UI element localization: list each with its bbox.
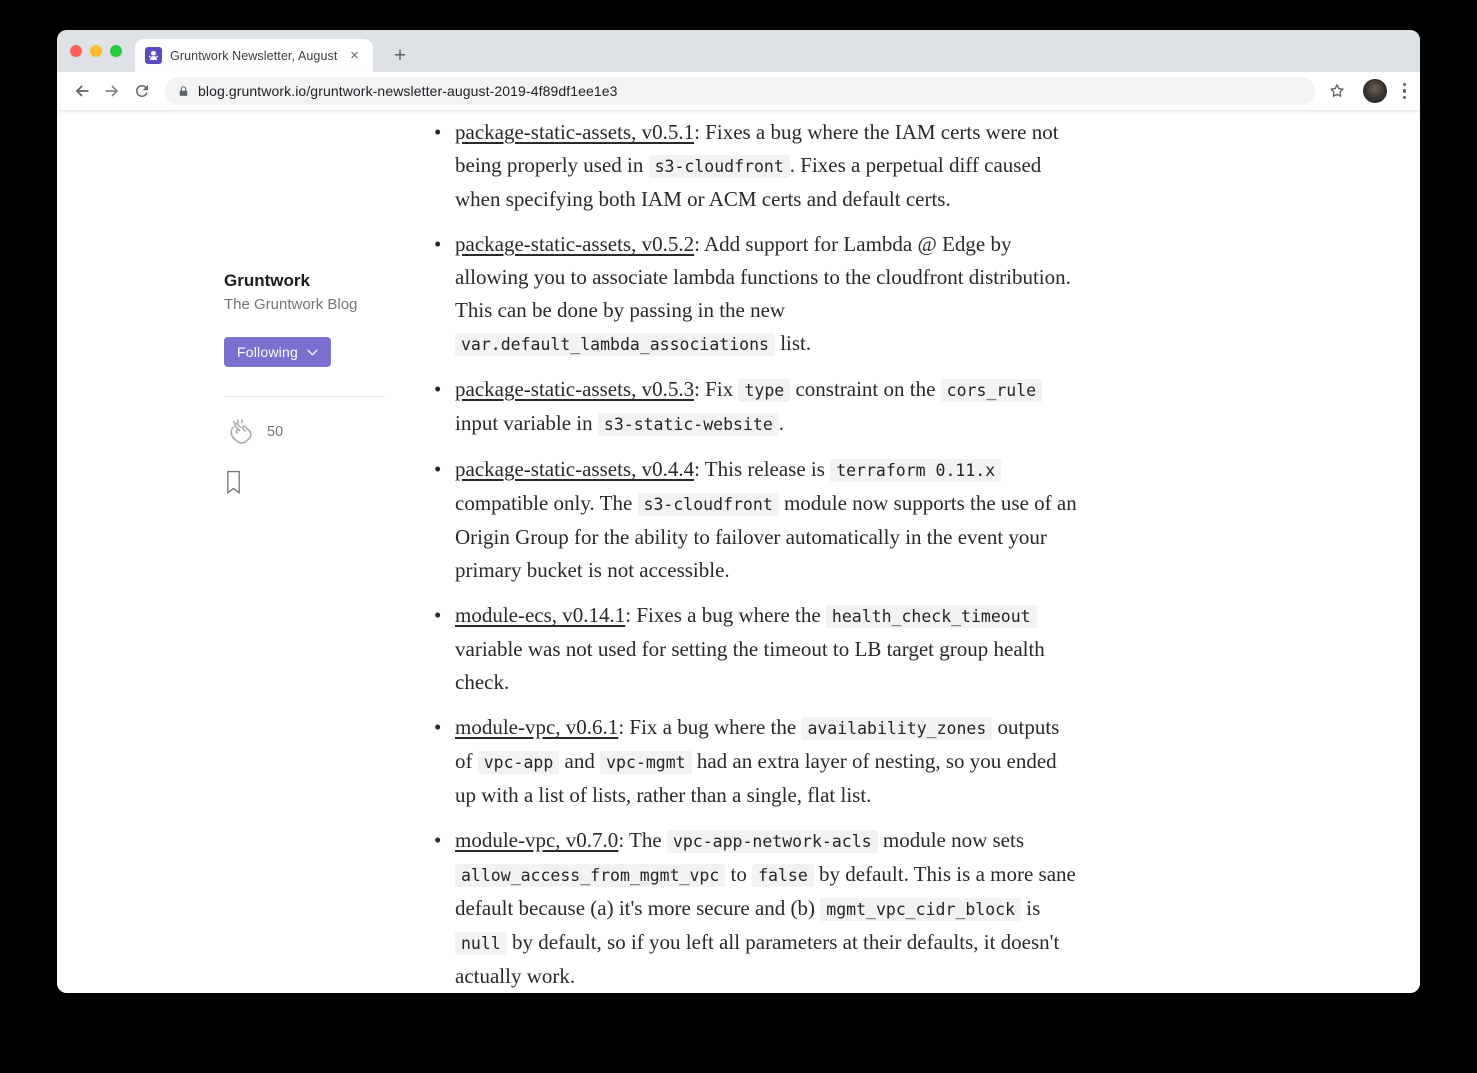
inline-code: cors_rule <box>941 379 1042 402</box>
release-item-text <box>455 457 1077 582</box>
text-run: . Fixes a perpetual diff caused when specifying both IAM or ACM certs and default certs. <box>455 153 1042 211</box>
text-run: compatible only. The <box>455 491 638 515</box>
release-link[interactable]: package-static-assets, v0.5.3 <box>455 377 695 401</box>
text-run: by default, so if you left all parameters at their defaults, it doesn't actually work. <box>455 930 1060 988</box>
inline-code: type <box>738 379 790 402</box>
publication-sidebar <box>224 271 386 495</box>
traffic-light-close[interactable] <box>70 45 82 57</box>
sidebar-divider <box>225 396 385 397</box>
text-run: outputs of <box>455 715 1060 773</box>
publication-subtitle: The Gruntwork Blog <box>224 296 358 313</box>
inline-code: null <box>455 932 507 955</box>
tab-title: Gruntwork Newsletter, August <box>170 48 338 63</box>
text-run: : This release is <box>694 457 831 481</box>
release-list-item <box>428 453 1080 587</box>
profile-avatar[interactable] <box>1363 79 1387 103</box>
inline-code: s3-cloudfront <box>649 155 790 178</box>
release-list-item <box>428 373 1080 441</box>
text-run: had an extra layer of nesting, so you ended up with a list of lists, rather than a single, flat list. <box>455 749 1057 807</box>
text-run: : Add support for Lambda @ Edge by allowing you to associate lambda functions to the cloudfront distribution. This can be done by passing in the new <box>455 232 1071 322</box>
release-item-text <box>455 603 1045 694</box>
text-run: : Fixes a bug where the <box>625 603 826 627</box>
new-tab-button[interactable]: + <box>393 44 407 67</box>
lock-icon[interactable] <box>177 85 190 98</box>
gruntwork-favicon-icon <box>145 47 162 64</box>
window-controls <box>70 45 122 57</box>
bookmark-icon[interactable] <box>224 470 386 495</box>
release-link[interactable]: module-ecs, v0.14.1 <box>455 603 626 627</box>
inline-code: vpc-app <box>478 751 560 774</box>
traffic-light-zoom[interactable] <box>110 45 122 57</box>
menu-icon[interactable] <box>1403 83 1407 100</box>
release-link[interactable]: module-vpc, v0.6.1 <box>455 715 619 739</box>
text-run: constraint on the <box>790 377 941 401</box>
inline-code: mgmt_vpc_cidr_block <box>820 898 1021 921</box>
traffic-light-minimize[interactable] <box>90 45 102 57</box>
text-run: : The <box>618 828 667 852</box>
inline-code: s3-static-website <box>598 413 779 436</box>
text-run: variable was not used for setting the timeout to LB target group health check. <box>455 637 1045 694</box>
text-run: : Fix a bug where the <box>618 715 802 739</box>
chevron-down-icon <box>307 349 318 356</box>
inline-code: vpc-app-network-acls <box>667 830 878 853</box>
back-icon[interactable] <box>67 76 97 106</box>
publication-name: Gruntwork <box>224 271 310 290</box>
release-item-text <box>455 828 1076 988</box>
release-list-item <box>428 711 1080 812</box>
browser-tab[interactable] <box>135 39 373 72</box>
inline-code: var.default_lambda_associations <box>455 333 775 356</box>
toolbar-right <box>1327 79 1411 103</box>
clap-icon[interactable] <box>224 417 254 447</box>
tab-strip <box>57 30 1420 72</box>
release-link[interactable]: package-static-assets, v0.5.1 <box>455 120 695 144</box>
text-run: to <box>725 862 753 886</box>
text-run: and <box>559 749 601 773</box>
inline-code: availability_zones <box>801 717 992 740</box>
reload-icon[interactable] <box>127 76 157 106</box>
release-item-text <box>455 377 1042 435</box>
address-bar[interactable] <box>165 77 1315 105</box>
inline-code: false <box>752 864 814 887</box>
release-list <box>428 116 1080 993</box>
inline-code: terraform 0.11.x <box>830 459 1001 482</box>
page-content <box>57 111 1420 993</box>
following-button[interactable] <box>224 337 331 367</box>
text-run: : Fix <box>694 377 739 401</box>
tab-close-icon[interactable]: × <box>350 47 359 64</box>
text-run: module now sets <box>877 828 1025 852</box>
text-run: by default. This is a more sane default because (a) it's more secure and (b) <box>455 862 1076 920</box>
forward-icon[interactable] <box>97 76 127 106</box>
release-list-item <box>428 824 1080 993</box>
release-item-text <box>455 120 1059 211</box>
article-body <box>428 116 1080 993</box>
release-list-item <box>428 228 1080 361</box>
url-text: blog.gruntwork.io/gruntwork-newsletter-august-2019-4f89df1ee1e3 <box>198 83 618 99</box>
text-run: input variable in <box>455 411 598 435</box>
inline-code: health_check_timeout <box>826 605 1037 628</box>
release-item-text <box>455 232 1071 355</box>
inline-code: allow_access_from_mgmt_vpc <box>455 864 725 887</box>
clap-count: 50 <box>267 424 284 440</box>
text-run: module now supports the use of an Origin Group for the ability to failover automatically in the event your primary bucket is not accessible. <box>455 491 1077 582</box>
bookmark-star-icon[interactable] <box>1327 81 1347 101</box>
release-link[interactable]: module-vpc, v0.7.0 <box>455 828 619 852</box>
text-run: list. <box>774 331 812 355</box>
inline-code: vpc-mgmt <box>600 751 691 774</box>
release-link[interactable]: package-static-assets, v0.5.2 <box>455 232 695 256</box>
text-run: : Fixes a bug where the IAM certs were not being properly used in <box>455 120 1059 177</box>
release-item-text <box>455 715 1059 807</box>
browser-toolbar <box>57 72 1420 111</box>
release-list-item <box>428 116 1080 216</box>
release-link[interactable]: package-static-assets, v0.4.4 <box>455 457 695 481</box>
release-list-item <box>428 599 1080 699</box>
text-run: is <box>1021 896 1041 920</box>
inline-code: s3-cloudfront <box>638 493 779 516</box>
following-button-label: Following <box>237 344 298 360</box>
text-run: . <box>778 411 785 435</box>
browser-window <box>57 30 1420 993</box>
